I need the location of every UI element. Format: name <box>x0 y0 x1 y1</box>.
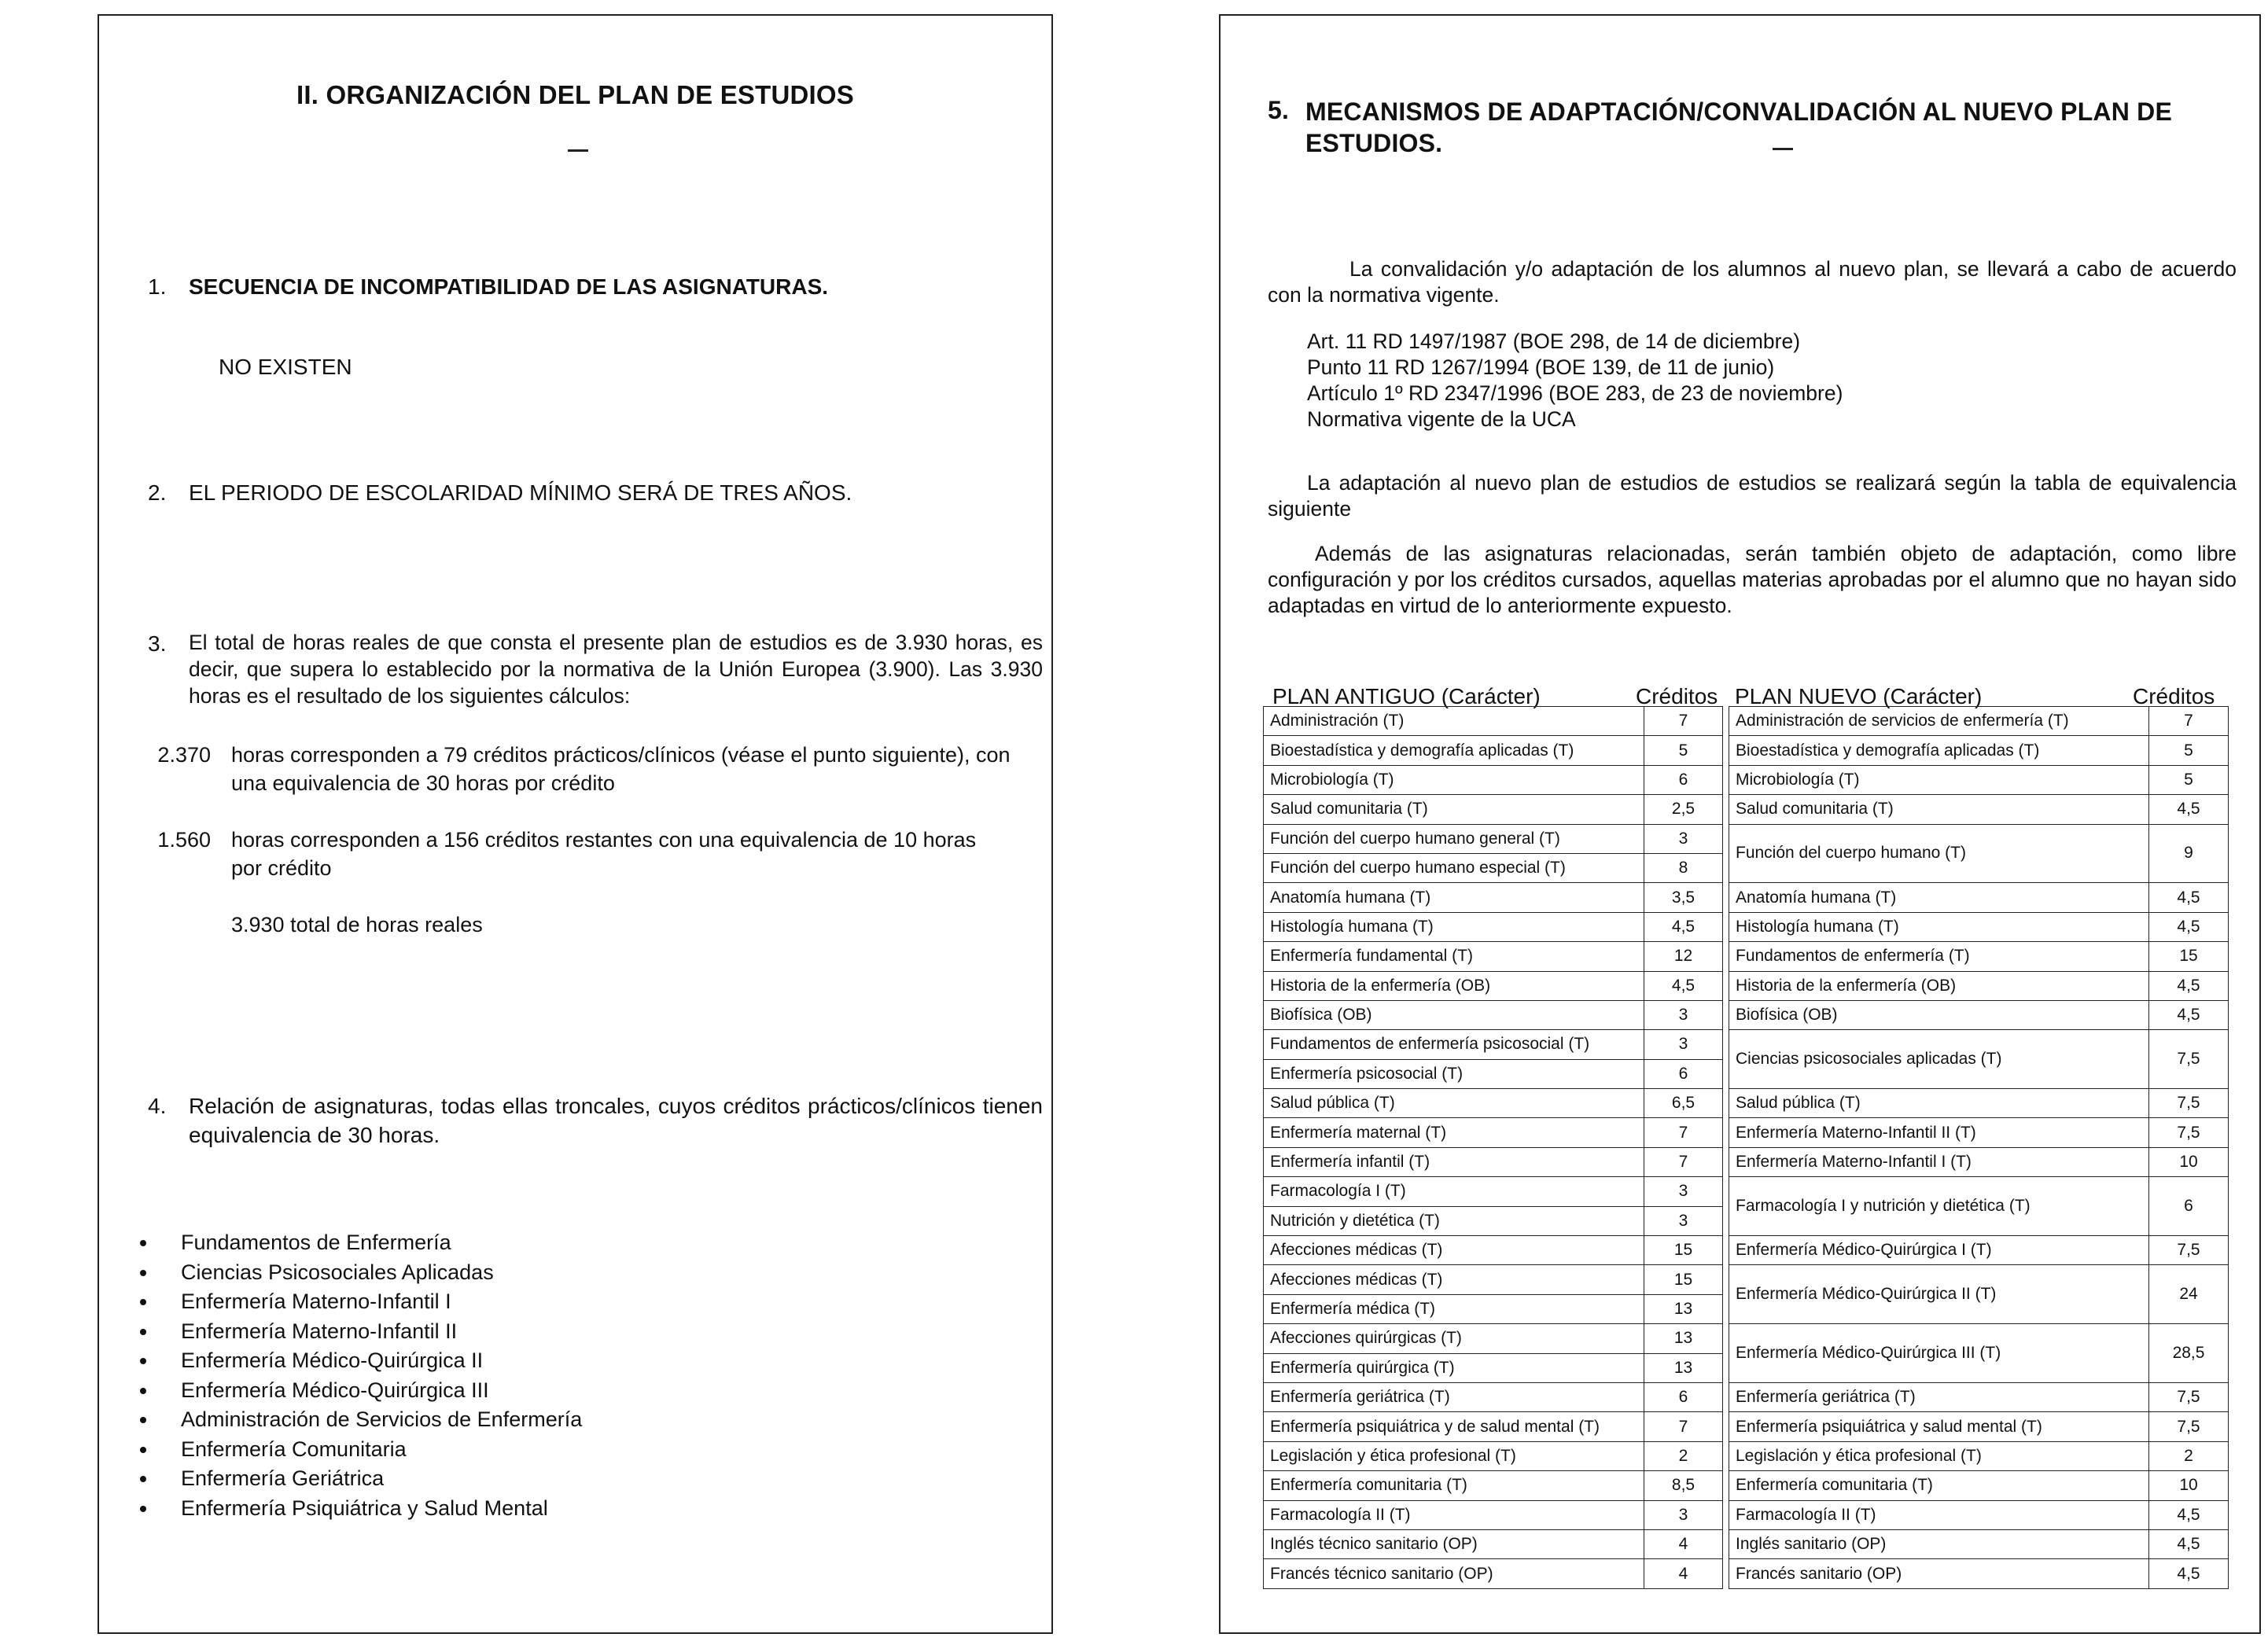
new-subject-cell: Microbiología (T) <box>1729 765 2149 794</box>
table-row <box>1264 1089 2229 1118</box>
section-4 <box>148 1091 1043 1150</box>
new-subject-cell: Función del cuerpo humano (T) <box>1729 824 2149 883</box>
column-gap <box>1723 942 1729 971</box>
old-subject-cell: Enfermería geriátrica (T) <box>1264 1382 1644 1411</box>
old-subject-cell: Fundamentos de enfermería psicosocial (T) <box>1264 1030 1644 1059</box>
new-credits-cell: 15 <box>2149 942 2229 971</box>
new-credits-cell: 4,5 <box>2149 1500 2229 1529</box>
old-credits-cell: 3 <box>1644 1206 1723 1235</box>
new-credits-cell: 6 <box>2149 1177 2229 1236</box>
old-credits-cell: 5 <box>1644 736 1723 765</box>
section-1-value: NO EXISTEN <box>219 355 352 379</box>
old-credits-cell: 8,5 <box>1644 1471 1723 1500</box>
header-old-plan: PLAN ANTIGUO (Carácter) <box>1272 684 1541 708</box>
table-row <box>1264 1118 2229 1147</box>
hours-row <box>148 826 1001 882</box>
old-credits-cell: 3 <box>1644 1177 1723 1206</box>
old-subject-cell: Enfermería maternal (T) <box>1264 1118 1644 1147</box>
old-subject-cell: Salud comunitaria (T) <box>1264 795 1644 824</box>
old-credits-cell: 6 <box>1644 765 1723 794</box>
section-3 <box>148 629 1043 709</box>
new-credits-cell: 7,5 <box>2149 1412 2229 1441</box>
new-credits-cell: 4,5 <box>2149 883 2229 912</box>
new-subject-cell: Ciencias psicosociales aplicadas (T) <box>1729 1030 2149 1089</box>
new-credits-cell: 5 <box>2149 765 2229 794</box>
table-row <box>1264 971 2229 1000</box>
column-gap <box>1723 1265 1729 1294</box>
section-2-number: 2. <box>148 480 167 505</box>
old-subject-cell: Enfermería médica (T) <box>1264 1294 1644 1323</box>
section-1 <box>148 272 997 301</box>
column-gap <box>1723 1236 1729 1265</box>
section-5-title-line: ESTUDIOS. <box>1305 129 1443 157</box>
table-row <box>1264 1030 2229 1059</box>
table-row <box>1264 942 2229 971</box>
column-gap <box>1723 883 1729 912</box>
section-3-number: 3. <box>148 631 167 656</box>
old-credits-cell: 4,5 <box>1644 971 1723 1000</box>
column-gap <box>1723 1206 1729 1235</box>
new-credits-cell: 5 <box>2149 736 2229 765</box>
new-credits-cell: 28,5 <box>2149 1324 2229 1383</box>
old-credits-cell: 7 <box>1644 707 1723 736</box>
new-credits-cell: 24 <box>2149 1265 2229 1324</box>
column-gap <box>1723 1030 1729 1059</box>
subject-list-item: Fundamentos de Enfermería <box>138 1228 582 1258</box>
old-subject-cell: Bioestadística y demografía aplicadas (T) <box>1264 736 1644 765</box>
header-new-credits: Créditos <box>2133 684 2215 708</box>
old-credits-cell: 13 <box>1644 1353 1723 1382</box>
old-subject-cell: Legislación y ética profesional (T) <box>1264 1441 1644 1470</box>
old-subject-cell: Farmacología II (T) <box>1264 1500 1644 1529</box>
old-subject-cell: Nutrición y dietética (T) <box>1264 1206 1644 1235</box>
new-subject-cell: Enfermería Médico-Quirúrgica III (T) <box>1729 1324 2149 1383</box>
column-gap <box>1723 1324 1729 1353</box>
old-credits-cell: 13 <box>1644 1294 1723 1323</box>
paragraph-adaptation: La adaptación al nuevo plan de estudios de estudios se realizará según la tabla de equivalencia siguiente <box>1268 471 2237 521</box>
old-credits-cell: 15 <box>1644 1236 1723 1265</box>
legal-reference: Art. 11 RD 1497/1987 (BOE 298, de 14 de diciembre) <box>1307 329 1801 353</box>
new-subject-cell: Farmacología II (T) <box>1729 1500 2149 1529</box>
old-credits-cell: 15 <box>1644 1265 1723 1294</box>
subject-list-item: Enfermería Médico-Quirúrgica III <box>138 1376 582 1406</box>
column-gap <box>1723 1559 1729 1588</box>
new-credits-cell: 4,5 <box>2149 971 2229 1000</box>
new-credits-cell: 4,5 <box>2149 1529 2229 1558</box>
old-subject-cell: Microbiología (T) <box>1264 765 1644 794</box>
table-row <box>1264 1382 2229 1411</box>
equivalence-table <box>1263 706 2229 1589</box>
column-gap <box>1723 1177 1729 1206</box>
column-gap <box>1723 1412 1729 1441</box>
old-subject-cell: Afecciones médicas (T) <box>1264 1236 1644 1265</box>
new-credits-cell: 7,5 <box>2149 1236 2229 1265</box>
new-subject-cell: Fundamentos de enfermería (T) <box>1729 942 2149 971</box>
new-credits-cell: 4,5 <box>2149 912 2229 941</box>
new-subject-cell: Salud comunitaria (T) <box>1729 795 2149 824</box>
subject-list-item: Ciencias Psicosociales Aplicadas <box>138 1258 582 1288</box>
table-row <box>1264 795 2229 824</box>
old-subject-cell: Histología humana (T) <box>1264 912 1644 941</box>
old-subject-cell: Enfermería quirúrgica (T) <box>1264 1353 1644 1382</box>
old-subject-cell: Administración (T) <box>1264 707 1644 736</box>
table-row <box>1264 1236 2229 1265</box>
new-subject-cell: Enfermería psiquiátrica y salud mental (T) <box>1729 1412 2149 1441</box>
new-subject-cell: Histología humana (T) <box>1729 912 2149 941</box>
old-subject-cell: Anatomía humana (T) <box>1264 883 1644 912</box>
new-credits-cell: 10 <box>2149 1147 2229 1176</box>
table-row <box>1264 736 2229 765</box>
section-3-text: El total de horas reales de que consta el presente plan de estudios es de 3.930 horas, es decir, que supera lo establecido por la normativa de la Unión Europea (3.900). Las 3.930 horas es el resultado de los siguientes cálculos: <box>189 631 1043 708</box>
new-credits-cell: 9 <box>2149 824 2229 883</box>
old-credits-cell: 3 <box>1644 1000 1723 1029</box>
new-subject-cell: Enfermería Médico-Quirúrgica I (T) <box>1729 1236 2149 1265</box>
new-subject-cell: Enfermería Médico-Quirúrgica II (T) <box>1729 1265 2149 1324</box>
old-credits-cell: 3 <box>1644 1030 1723 1059</box>
legal-reference: Artículo 1º RD 2347/1996 (BOE 283, de 23 de noviembre) <box>1307 381 1843 405</box>
old-subject-cell: Francés técnico sanitario (OP) <box>1264 1559 1644 1588</box>
new-credits-cell: 2 <box>2149 1441 2229 1470</box>
old-credits-cell: 3 <box>1644 824 1723 853</box>
table-row <box>1264 765 2229 794</box>
title-dash <box>1773 148 1793 150</box>
column-gap <box>1723 1529 1729 1558</box>
new-credits-cell: 7,5 <box>2149 1118 2229 1147</box>
table-row <box>1264 1500 2229 1529</box>
old-credits-cell: 4 <box>1644 1529 1723 1558</box>
old-credits-cell: 6,5 <box>1644 1089 1723 1118</box>
column-gap <box>1723 1471 1729 1500</box>
section-1-number: 1. <box>148 274 167 299</box>
column-gap <box>1723 707 1729 736</box>
new-subject-cell: Bioestadística y demografía aplicadas (T) <box>1729 736 2149 765</box>
new-subject-cell: Enfermería Materno-Infantil I (T) <box>1729 1147 2149 1176</box>
column-gap <box>1723 1382 1729 1411</box>
section-4-number: 4. <box>148 1094 167 1118</box>
hours-row-number: 2.370 <box>157 743 211 767</box>
new-subject-cell: Administración de servicios de enfermería (T) <box>1729 707 2149 736</box>
section-title: II. ORGANIZACIÓN DEL PLAN DE ESTUDIOS <box>296 80 854 109</box>
new-subject-cell: Farmacología I y nutrición y dietética (T) <box>1729 1177 2149 1236</box>
hours-row <box>148 741 1043 797</box>
subject-list-item: Enfermería Materno-Infantil II <box>138 1317 582 1347</box>
old-credits-cell: 12 <box>1644 942 1723 971</box>
new-subject-cell: Biofísica (OB) <box>1729 1000 2149 1029</box>
column-gap <box>1723 824 1729 853</box>
title-dash <box>568 149 588 152</box>
old-subject-cell: Enfermería infantil (T) <box>1264 1147 1644 1176</box>
column-gap <box>1723 795 1729 824</box>
column-gap <box>1723 1118 1729 1147</box>
section-1-heading: SECUENCIA DE INCOMPATIBILIDAD DE LAS ASIGNATURAS. <box>189 274 829 299</box>
hours-row-number: 1.560 <box>157 828 211 852</box>
old-subject-cell: Inglés técnico sanitario (OP) <box>1264 1529 1644 1558</box>
table-row <box>1264 883 2229 912</box>
section-2 <box>148 478 997 507</box>
new-credits-cell: 7,5 <box>2149 1030 2229 1089</box>
old-credits-cell: 2,5 <box>1644 795 1723 824</box>
legal-references <box>1307 329 1843 432</box>
table-row <box>1264 1412 2229 1441</box>
column-gap <box>1723 765 1729 794</box>
new-credits-cell: 7,5 <box>2149 1089 2229 1118</box>
new-credits-cell: 4,5 <box>2149 795 2229 824</box>
column-gap <box>1723 1441 1729 1470</box>
old-credits-cell: 7 <box>1644 1412 1723 1441</box>
column-gap <box>1723 971 1729 1000</box>
header-new-plan: PLAN NUEVO (Carácter) <box>1735 684 1983 708</box>
new-credits-cell: 4,5 <box>2149 1559 2229 1588</box>
hours-row-text: horas corresponden a 156 créditos restantes con una equivalencia de 10 horas por crédito <box>231 828 977 880</box>
table-row <box>1264 912 2229 941</box>
section-5-title-line: MECANISMOS DE ADAPTACIÓN/CONVALIDACIÓN AL NUEVO PLAN DE <box>1305 98 2172 126</box>
old-subject-cell: Enfermería psicosocial (T) <box>1264 1059 1644 1088</box>
old-subject-cell: Afecciones médicas (T) <box>1264 1265 1644 1294</box>
legal-reference: Punto 11 RD 1267/1994 (BOE 139, de 11 de junio) <box>1307 355 1775 379</box>
column-gap <box>1723 1059 1729 1088</box>
table-row <box>1264 1265 2229 1294</box>
table-row <box>1264 824 2229 853</box>
new-subject-cell: Historia de la enfermería (OB) <box>1729 971 2149 1000</box>
right-page <box>1219 14 2261 1634</box>
old-credits-cell: 8 <box>1644 853 1723 882</box>
paragraph-other-subjects: Además de las asignaturas relacionadas, serán también objeto de adaptación, como libre configuración y por los créditos cursados, aquellas materias aprobadas por el alumno que no hayan sido adaptadas en virtud de lo anteriormente expuesto. <box>1268 542 2237 617</box>
section-4-text: Relación de asignaturas, todas ellas troncales, cuyos créditos prácticos/clínicos tienen equivalencia de 30 horas. <box>189 1094 1043 1147</box>
new-credits-cell: 4,5 <box>2149 1000 2229 1029</box>
old-subject-cell: Función del cuerpo humano especial (T) <box>1264 853 1644 882</box>
old-subject-cell: Enfermería comunitaria (T) <box>1264 1471 1644 1500</box>
column-gap <box>1723 1089 1729 1118</box>
table-row <box>1264 1147 2229 1176</box>
table-row <box>1264 1559 2229 1588</box>
old-subject-cell: Historia de la enfermería (OB) <box>1264 971 1644 1000</box>
column-gap <box>1723 736 1729 765</box>
column-gap <box>1723 1500 1729 1529</box>
hours-row-text: horas corresponden a 79 créditos prácticos/clínicos (véase el punto siguiente), con una equivalencia de 30 horas por crédito <box>231 743 1011 795</box>
hours-total: 3.930 total de horas reales <box>231 913 483 936</box>
column-gap <box>1723 1000 1729 1029</box>
equivalence-table-body <box>1264 707 2229 1589</box>
old-credits-cell: 2 <box>1644 1441 1723 1470</box>
subject-list-item: Enfermería Psiquiátrica y Salud Mental <box>138 1494 582 1524</box>
table-row <box>1264 1471 2229 1500</box>
old-subject-cell: Afecciones quirúrgicas (T) <box>1264 1324 1644 1353</box>
section-2-heading: EL PERIODO DE ESCOLARIDAD MÍNIMO SERÁ DE TRES AÑOS. <box>189 480 852 505</box>
old-subject-cell: Enfermería fundamental (T) <box>1264 942 1644 971</box>
legal-reference: Normativa vigente de la UCA <box>1307 407 1576 431</box>
old-credits-cell: 13 <box>1644 1324 1723 1353</box>
old-credits-cell: 3,5 <box>1644 883 1723 912</box>
subject-list-item: Administración de Servicios de Enfermería <box>138 1405 582 1435</box>
new-credits-cell: 7,5 <box>2149 1382 2229 1411</box>
old-subject-cell: Enfermería psiquiátrica y de salud mental (T) <box>1264 1412 1644 1441</box>
old-credits-cell: 7 <box>1644 1118 1723 1147</box>
column-gap <box>1723 912 1729 941</box>
old-credits-cell: 4 <box>1644 1559 1723 1588</box>
subject-list-item: Enfermería Médico-Quirúrgica II <box>138 1346 582 1376</box>
old-credits-cell: 6 <box>1644 1059 1723 1088</box>
table-row <box>1264 1529 2229 1558</box>
subject-list-item: Enfermería Geriátrica <box>138 1464 582 1494</box>
table-row <box>1264 707 2229 736</box>
new-subject-cell: Francés sanitario (OP) <box>1729 1559 2149 1588</box>
left-page <box>98 14 1053 1634</box>
column-gap <box>1723 853 1729 882</box>
subject-list-item: Enfermería Materno-Infantil I <box>138 1287 582 1317</box>
column-gap <box>1723 1353 1729 1382</box>
old-subject-cell: Función del cuerpo humano general (T) <box>1264 824 1644 853</box>
new-subject-cell: Inglés sanitario (OP) <box>1729 1529 2149 1558</box>
new-subject-cell: Salud pública (T) <box>1729 1089 2149 1118</box>
column-gap <box>1723 1294 1729 1323</box>
new-subject-cell: Enfermería geriátrica (T) <box>1729 1382 2149 1411</box>
subject-list-item: Enfermería Comunitaria <box>138 1435 582 1465</box>
section-5-title <box>1305 96 2172 159</box>
section-5-number: 5. <box>1268 96 1290 124</box>
new-credits-cell: 7 <box>2149 707 2229 736</box>
old-credits-cell: 7 <box>1644 1147 1723 1176</box>
new-subject-cell: Enfermería Materno-Infantil II (T) <box>1729 1118 2149 1147</box>
table-row <box>1264 1177 2229 1206</box>
new-credits-cell: 10 <box>2149 1471 2229 1500</box>
old-credits-cell: 4,5 <box>1644 912 1723 941</box>
column-gap <box>1723 1147 1729 1176</box>
old-credits-cell: 3 <box>1644 1500 1723 1529</box>
subject-list <box>138 1228 582 1523</box>
new-subject-cell: Anatomía humana (T) <box>1729 883 2149 912</box>
old-subject-cell: Salud pública (T) <box>1264 1089 1644 1118</box>
paragraph-convalidation: La convalidación y/o adaptación de los alumnos al nuevo plan, se llevará a cabo de acuerdo con la normativa vigente. <box>1268 257 2237 307</box>
old-subject-cell: Farmacología I (T) <box>1264 1177 1644 1206</box>
old-subject-cell: Biofísica (OB) <box>1264 1000 1644 1029</box>
header-old-credits: Créditos <box>1636 684 1718 708</box>
new-subject-cell: Legislación y ética profesional (T) <box>1729 1441 2149 1470</box>
new-subject-cell: Enfermería comunitaria (T) <box>1729 1471 2149 1500</box>
table-row <box>1264 1441 2229 1470</box>
old-credits-cell: 6 <box>1644 1382 1723 1411</box>
table-row <box>1264 1324 2229 1353</box>
table-row <box>1264 1000 2229 1029</box>
